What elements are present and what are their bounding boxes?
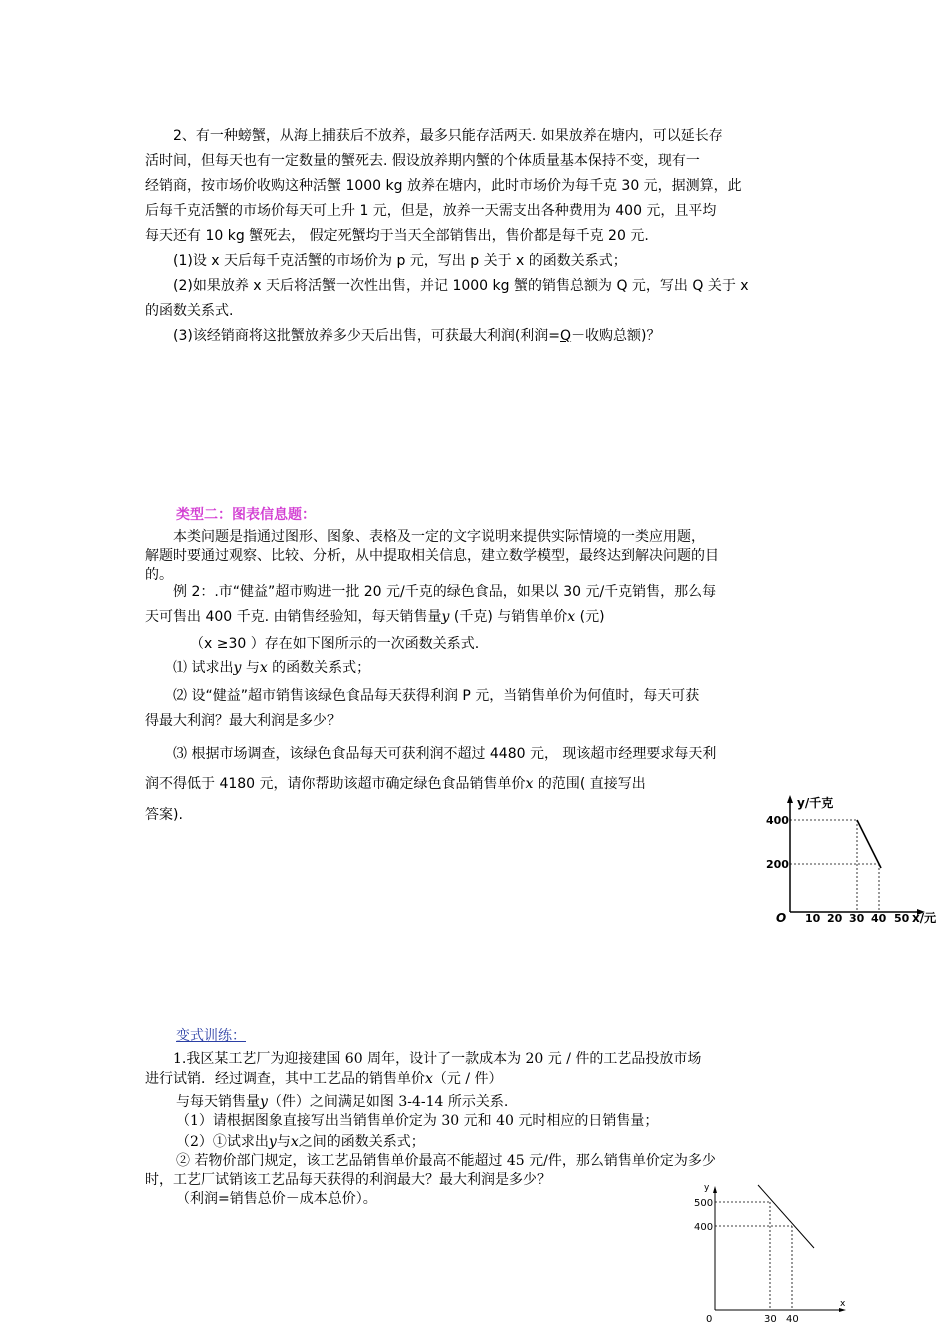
training-line-7: 时，工艺厂试销该工艺品每天获得的利润最大？最大利润是多少？ <box>145 1172 551 1188</box>
ex-text-c: (元) <box>575 609 605 625</box>
q3b-x-var: x <box>525 776 534 792</box>
training-line-2 <box>145 1070 810 1089</box>
ex-x-var: x <box>567 609 576 625</box>
example-2-question-2-cont: 得最大利润？最大利润是多少？ <box>145 713 341 729</box>
graph-2-y-arrow <box>713 1186 717 1193</box>
graph-2 <box>690 1180 860 1340</box>
training-line-3 <box>176 1093 806 1112</box>
example-2-line-2 <box>145 605 810 630</box>
graph-1-x-tick-50: 50 <box>894 912 910 925</box>
graph-2-x-label: x <box>840 1299 846 1309</box>
t5-text-a: （2）①试求出 <box>176 1134 269 1150</box>
example-2-line-1: 例 2：.市“健益”超市购进一批 20 元/千克的绿色食品，如果以 30 元/千克销售，那么每 <box>173 584 717 600</box>
t2-text-a: 进行试销．经过调查，其中工艺品的销售单价 <box>145 1071 425 1087</box>
q1-text-c: 的函数关系式； <box>267 660 371 676</box>
graph-1-x-tick-40: 40 <box>871 912 887 925</box>
problem-2-line-5: 每天还有 10 kg 蟹死去， 假定死蟹均于当天全部销售出，售价都是每千克 20 元. <box>145 228 649 244</box>
problem-2-line-2: 活时间，但每天也有一定数量的蟹死去. 假设放养期内蟹的个体质量基本保持不变，现有一 <box>145 153 700 169</box>
q1-text-a: ⑴ 试求出 <box>173 660 234 676</box>
graph-1-x-tick-30: 30 <box>849 912 865 925</box>
training-line-1: 1.我区某工艺厂为迎接建国 60 周年，设计了一款成本为 20 元 / 件的工艺品投放市场 <box>173 1051 702 1067</box>
example-2-condition: （x ≥30 ）存在如下图所示的一次函数关系式. <box>190 636 480 652</box>
graph-2-y-label: y <box>704 1183 710 1193</box>
graph-1-y-tick-400: 400 <box>766 814 789 827</box>
graph-2-y-tick-400: 400 <box>694 1222 714 1233</box>
ex-text-a: 天可售出 400 千克. 由销售经验知，每天销售量 <box>145 609 442 625</box>
problem-2-line-3: 经销商，按市场价收购这种活蟹 1000 kg 放养在塘内，此时市场价为每千克 30 元，据测算，此 <box>145 178 742 194</box>
q3b-text-b: 的范围( 直接写出 <box>533 776 646 792</box>
type2-intro-1: 本类问题是指通过图形、图象、表格及一定的文字说明来提供实际情境的一类应用题， <box>173 529 705 545</box>
problem-2-line-1: 2、有一种螃蟹，从海上捕获后不放养，最多只能存活两天. 如果放养在塘内，可以延长存 <box>173 128 723 144</box>
q3-text-pre: (3)该经销商将这批蟹放养多少天后出售，可获最大利润(利润= <box>173 328 561 344</box>
graph-2-x-tick-40: 40 <box>786 1314 799 1325</box>
problem-2-question-2-cont: 的函数关系式. <box>145 303 234 319</box>
graph-1 <box>760 790 945 930</box>
q3b-text-a: 润不得低于 4180 元，请你帮助该超市确定绿色食品销售单价 <box>145 776 526 792</box>
training-line-6: ② 若物价部门规定，该工艺品销售单价最高不能超过 45 元/件，那么销售单价定为多少 <box>176 1153 716 1169</box>
t5-text-c: 之间的函数关系式； <box>298 1134 425 1150</box>
training-line-8: （利润=销售总价－成本总价）。 <box>176 1191 377 1207</box>
training-heading: 变式训练： <box>176 1028 246 1044</box>
t3-text-a: 与每天销售量 <box>176 1094 260 1110</box>
training-line-5 <box>176 1133 806 1152</box>
t3-y-var: y <box>260 1094 268 1110</box>
graph-1-function-line <box>857 820 881 868</box>
q3-text-post: －收购总额)？ <box>571 328 661 344</box>
graph-2-y-tick-500: 500 <box>694 1198 714 1209</box>
example-2-question-3: ⑶ 根据市场调查，该绿色食品每天可获利润不超过 4480 元， 现该超市经理要求每天利 <box>173 746 717 762</box>
t2-text-b: （元 / 件） <box>432 1071 503 1087</box>
problem-2-question-3 <box>145 324 810 349</box>
graph-2-x-tick-30: 30 <box>764 1314 777 1325</box>
problem-2-question-2: (2)如果放养 x 天后将活蟹一次性出售，并记 1000 kg 蟹的销售总额为 Q 元，写出 Q 关于 x <box>173 278 749 294</box>
type2-heading: 类型二：图表信息题： <box>176 507 316 523</box>
q1-x-var: x <box>259 660 268 676</box>
graph-1-y-arrow <box>787 795 793 803</box>
q1-y-var: y <box>233 660 242 676</box>
graph-1-origin: O <box>776 911 787 925</box>
ex-text-b: (千克) 与销售单价 <box>449 609 568 625</box>
example-2-question-1 <box>145 656 810 681</box>
graph-2-origin: 0 <box>706 1314 713 1325</box>
t2-x-var: x <box>425 1071 433 1087</box>
graph-1-x-label: x/元 <box>912 911 937 925</box>
t5-text-b: 与 <box>276 1134 291 1150</box>
problem-2-question-1: (1)设 x 天后每千克活蟹的市场价为 p 元，写出 p 关于 x 的函数关系式； <box>173 253 627 269</box>
graph-1-y-label: y/千克 <box>797 796 834 810</box>
type2-intro-2: 解题时要通过观察、比较、分析，从中提取相关信息，建立数学模型，最终达到解决问题的目 <box>145 548 719 564</box>
example-2-question-3-end: 答案). <box>145 807 183 823</box>
problem-2-line-4: 后每千克活蟹的市场价每天可上升 1 元，但是，放养一天需支出各种费用为 400 元，且平均 <box>145 203 717 219</box>
graph-1-x-tick-10: 10 <box>805 912 821 925</box>
ex-y-var: y <box>441 609 450 625</box>
graph-1-x-tick-20: 20 <box>827 912 843 925</box>
type2-intro-3: 的。 <box>145 567 173 583</box>
graph-2-function-line <box>758 1185 814 1248</box>
t3-text-b: （件）之间满足如图 3-4-14 所示关系. <box>267 1094 509 1110</box>
t5-x-var: x <box>290 1134 299 1150</box>
example-2-question-2: ⑵ 设“健益”超市销售该绿色食品每天获得利润 P 元，当销售单价为何值时，每天可获 <box>173 688 700 704</box>
training-line-4: （1）请根据图象直接写出当销售单价定为 30 元和 40 元时相应的日销售量； <box>176 1113 659 1129</box>
t5-y-var: y <box>268 1134 277 1150</box>
q3-q-symbol: Q <box>560 328 572 344</box>
graph-1-y-tick-200: 200 <box>766 858 789 871</box>
example-2-question-3-cont <box>145 772 745 797</box>
q1-text-b: 与 <box>241 660 260 676</box>
